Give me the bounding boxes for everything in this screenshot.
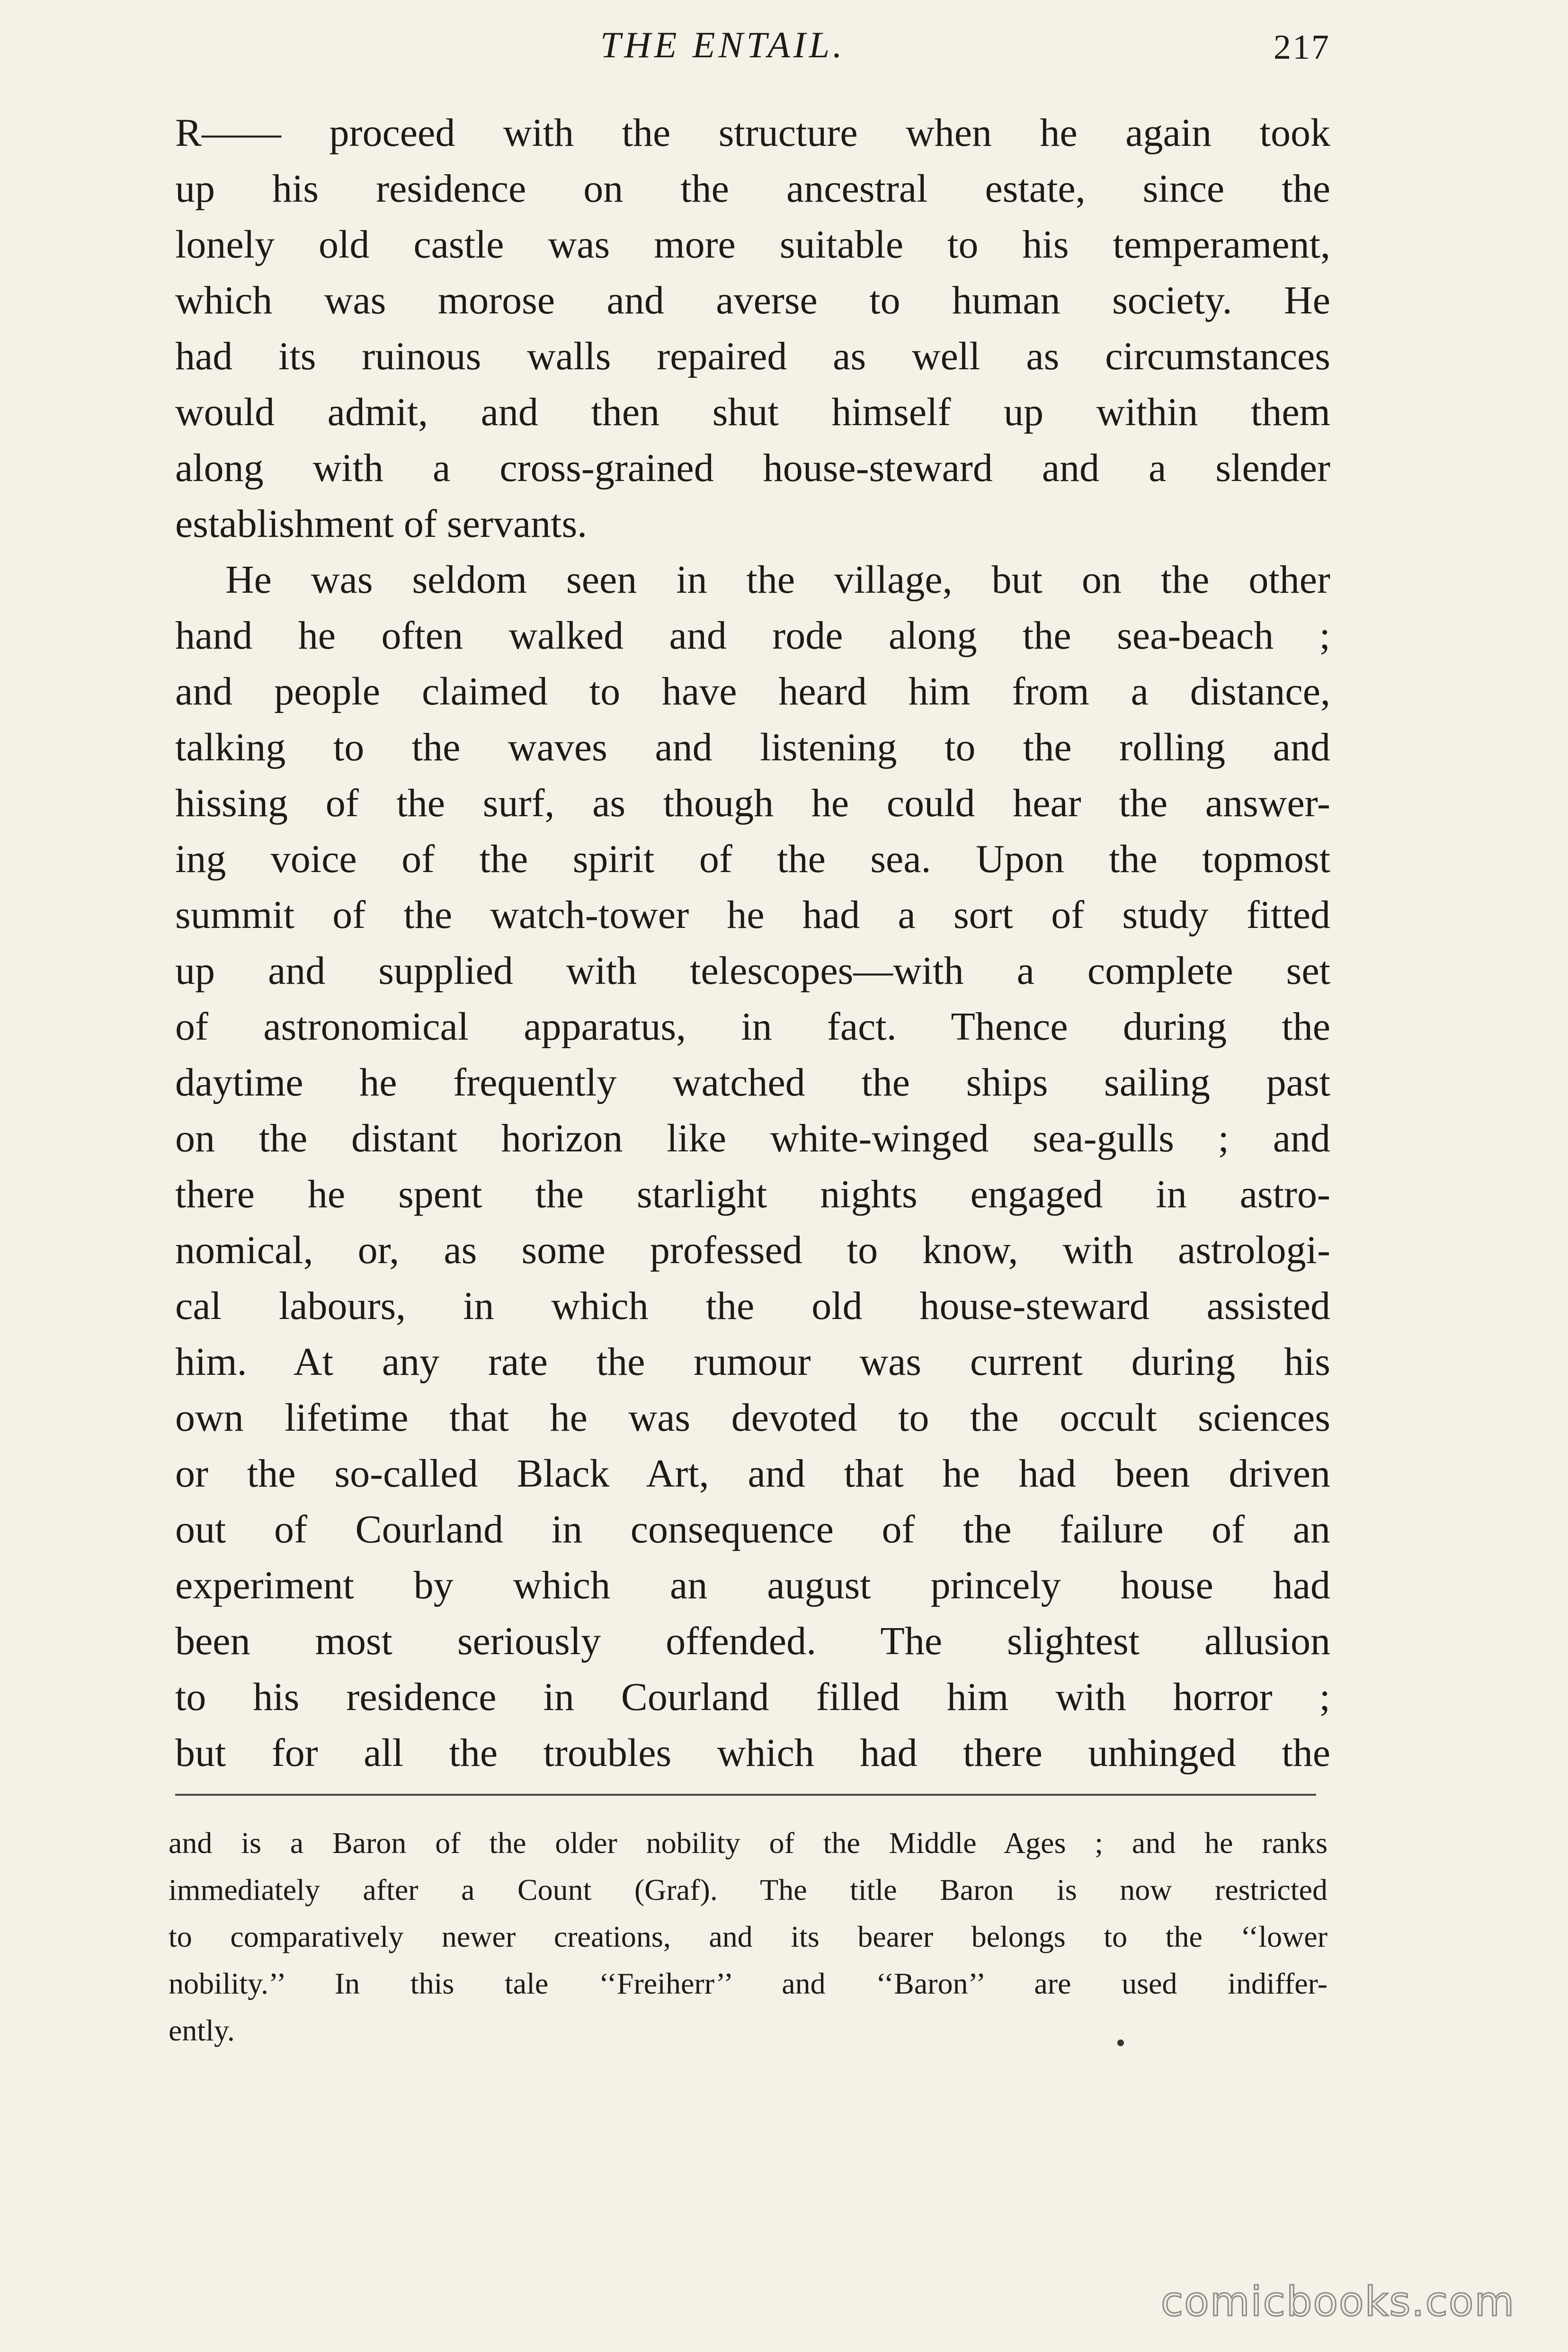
- text-line: on the distant horizon like white-winged sea-gulls ; and: [175, 1116, 1330, 1160]
- text-line: and people claimed to have heard him from a distance,: [175, 669, 1330, 713]
- text-line: been most seriously offended. The slightest allusion: [175, 1619, 1330, 1663]
- footnote-line: ently.: [169, 2013, 235, 2047]
- text-line: but for all the troubles which had there unhinged the: [175, 1731, 1330, 1775]
- ink-speck: [1117, 2040, 1124, 2046]
- text-line: would admit, and then shut himself up within them: [175, 390, 1330, 434]
- text-line: hissing of the surf, as though he could hear the answer-: [175, 781, 1330, 825]
- text-line: summit of the watch-tower he had a sort of study fitted: [175, 893, 1330, 937]
- text-line: him. At any rate the rumour was current during his: [175, 1340, 1330, 1384]
- text-line: or the so-called Black Art, and that he had been driven: [175, 1452, 1330, 1496]
- footnote: [169, 1819, 1327, 2054]
- text-line: of astronomical apparatus, in fact. Thence during the: [175, 1005, 1330, 1049]
- footnote-line: to comparatively newer creations, and its bearer belongs to the ‘‘lower: [169, 1920, 1327, 1953]
- footnote-line: and is a Baron of the older nobility of the Middle Ages ; and he ranks: [169, 1826, 1327, 1860]
- text-line: daytime he frequently watched the ships sailing past: [175, 1060, 1330, 1105]
- text-line: along with a cross-grained house-steward and a slender: [175, 446, 1330, 490]
- text-line: talking to the waves and listening to the rolling and: [175, 725, 1330, 769]
- text-line: R—— proceed with the structure when he again took: [175, 111, 1330, 155]
- footnote-line: nobility.’’ In this tale ‘‘Freiherr’’ and ‘‘Baron’’ are used indiffer-: [169, 1967, 1327, 2000]
- text-line: own lifetime that he was devoted to the occult sciences: [175, 1396, 1330, 1440]
- footnote-line: immediately after a Count (Graf). The title Baron is now restricted: [169, 1873, 1327, 1907]
- text-line: experiment by which an august princely house had: [175, 1563, 1330, 1607]
- text-line: had its ruinous walls repaired as well as circumstances: [175, 334, 1330, 378]
- text-line: up his residence on the ancestral estate, since the: [175, 167, 1330, 211]
- text-line: out of Courland in consequence of the failure of an: [175, 1507, 1330, 1551]
- text-line: He was seldom seen in the village, but on the other: [225, 558, 1330, 602]
- text-line: lonely old castle was more suitable to his temperament,: [175, 223, 1330, 267]
- text-line: nomical, or, as some professed to know, with astrologi-: [175, 1228, 1330, 1272]
- body-text: [175, 105, 1330, 1781]
- text-line: cal labours, in which the old house-steward assisted: [175, 1284, 1330, 1328]
- text-line: establishment of servants.: [175, 502, 588, 546]
- watermark: comicbooks.com: [1161, 2278, 1515, 2325]
- footnote-divider: [175, 1794, 1316, 1796]
- page-number: 217: [1274, 28, 1330, 67]
- text-line: there he spent the starlight nights engaged in astro-: [175, 1172, 1330, 1216]
- text-line: up and supplied with telescopes—with a complete set: [175, 949, 1330, 993]
- text-line: to his residence in Courland filled him with horror ;: [175, 1675, 1330, 1719]
- text-line: which was morose and averse to human society. He: [175, 278, 1330, 322]
- running-header: [0, 19, 1568, 76]
- text-line: ing voice of the spirit of the sea. Upon the topmost: [175, 837, 1330, 881]
- running-title: THE ENTAIL.: [600, 24, 846, 65]
- text-line: hand he often walked and rode along the sea-beach ;: [175, 614, 1330, 658]
